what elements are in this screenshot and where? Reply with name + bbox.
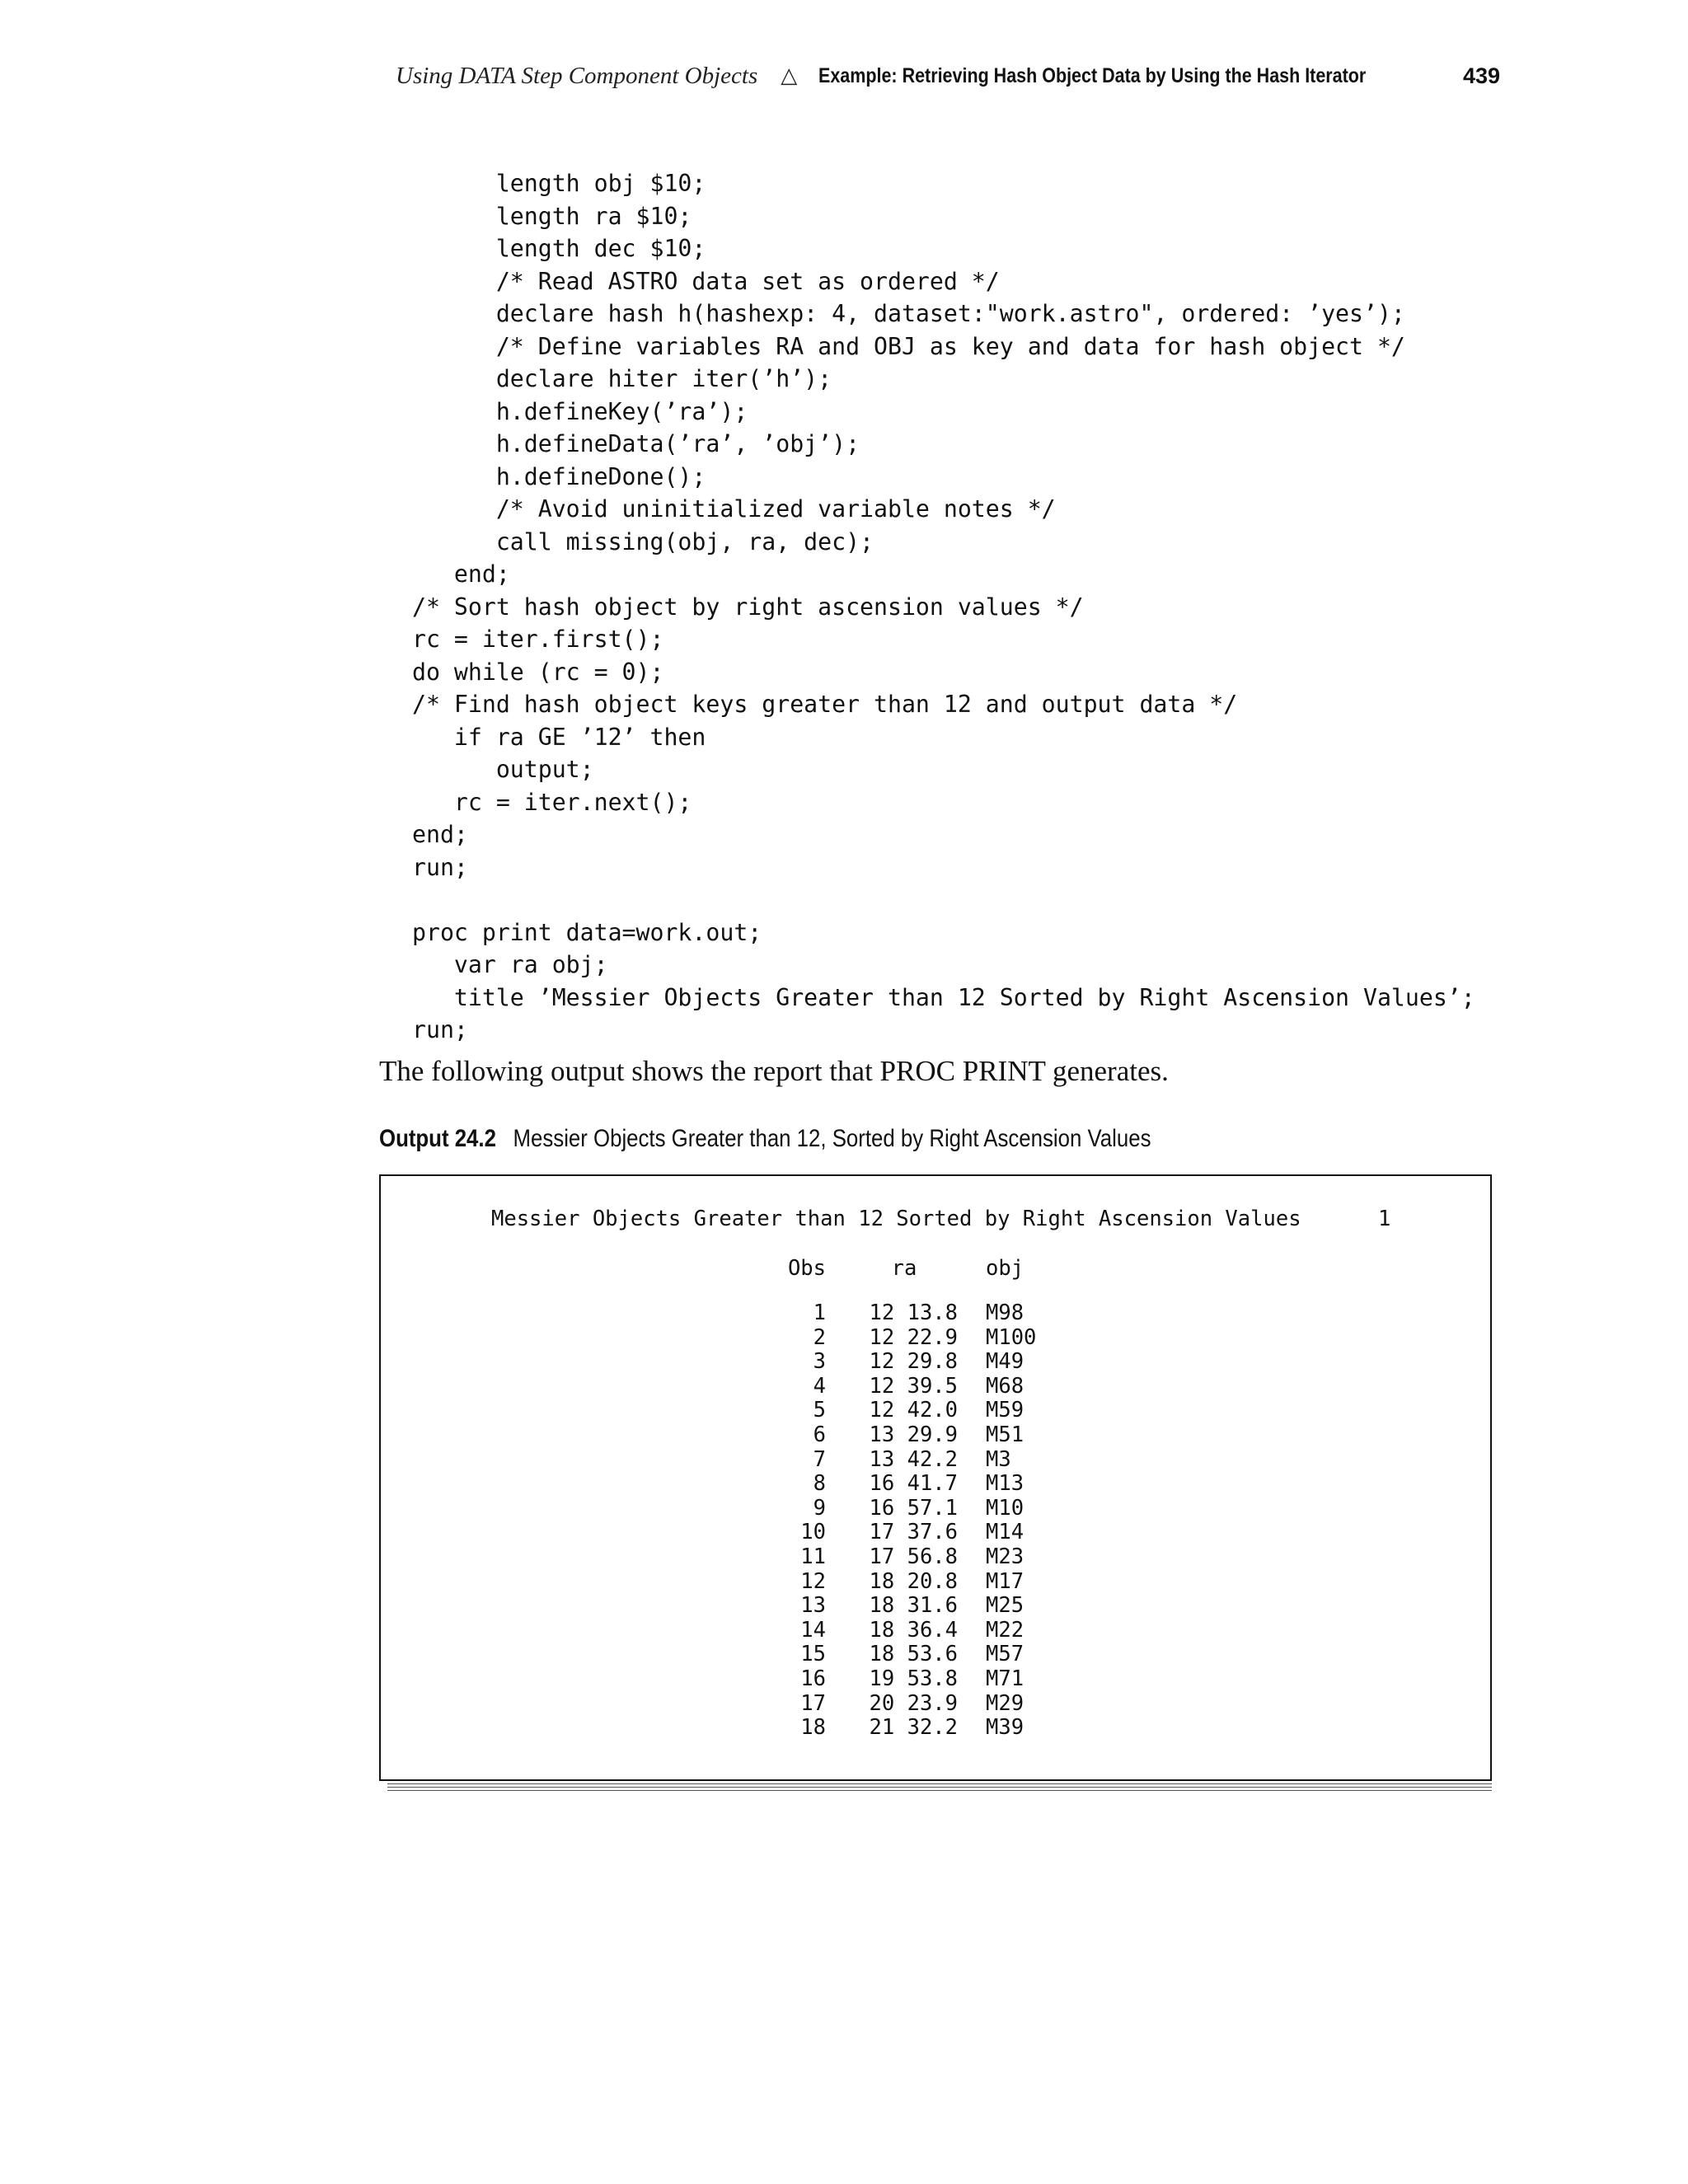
- code-line: length ra $10;: [412, 202, 692, 230]
- cell-obj: M14: [986, 1520, 1025, 1545]
- cell-ra: 16 41.7: [869, 1471, 958, 1497]
- output-shadow-line: [387, 1790, 1492, 1791]
- output-listing: [381, 1176, 1490, 1779]
- table-row: [381, 1350, 1490, 1375]
- header-section: Using DATA Step Component Objects: [396, 62, 758, 89]
- cell-obj: M39: [986, 1715, 1025, 1741]
- code-line: /* Avoid uninitialized variable notes */: [412, 495, 1056, 523]
- cell-obj: M22: [986, 1617, 1025, 1643]
- cell-ra: 20 23.9: [869, 1690, 958, 1716]
- cell-obs: 9: [813, 1495, 826, 1521]
- cell-ra: 13 42.2: [869, 1446, 958, 1472]
- cell-obj: M25: [986, 1593, 1025, 1619]
- code-line: declare hiter iter(’h’);: [412, 365, 832, 392]
- cell-obj: M49: [986, 1349, 1025, 1375]
- cell-obs: 5: [813, 1398, 826, 1423]
- column-header-obs: Obs: [787, 1256, 826, 1281]
- cell-obj: M3: [986, 1446, 1011, 1472]
- cell-obs: 18: [800, 1715, 826, 1741]
- cell-ra: 17 37.6: [869, 1520, 958, 1545]
- cell-ra: 12 29.8: [869, 1349, 958, 1375]
- caption-text: Messier Objects Greater than 12, Sorted by Right Ascension Values: [513, 1125, 1151, 1152]
- code-line: title ’Messier Objects Greater than 12 Sorted by Right Ascension Values’;: [412, 983, 1475, 1011]
- cell-ra: 18 36.4: [869, 1617, 958, 1643]
- output-shadow-line: [387, 1787, 1492, 1788]
- code-line: var ra obj;: [412, 951, 608, 978]
- header-title: Example: Retrieving Hash Object Data by Using the Hash Iterator: [818, 63, 1367, 87]
- output-caption: [379, 1122, 1442, 1155]
- code-line: if ra GE ’12’ then: [412, 723, 706, 751]
- output-title: Messier Objects Greater than 12 Sorted by Right Ascension Values: [491, 1207, 1301, 1231]
- code-line: h.defineKey(’ra’);: [412, 397, 748, 425]
- table-row: [381, 1594, 1490, 1619]
- cell-ra: 18 53.6: [869, 1642, 958, 1667]
- cell-ra: 17 56.8: [869, 1544, 958, 1569]
- table-row: [381, 1521, 1490, 1545]
- column-header-obj: obj: [986, 1256, 1025, 1281]
- code-line: run;: [412, 853, 468, 881]
- column-header-ra: ra: [891, 1256, 917, 1281]
- table-row: [381, 1619, 1490, 1643]
- cell-obs: 3: [813, 1349, 826, 1375]
- cell-obj: M17: [986, 1568, 1025, 1594]
- cell-obs: 14: [800, 1617, 826, 1643]
- output-box: [379, 1174, 1492, 1781]
- table-row: [381, 1716, 1490, 1741]
- code-line: /* Sort hash object by right ascension values */: [412, 593, 1084, 621]
- cell-obs: 2: [813, 1324, 826, 1350]
- cell-obs: 11: [800, 1544, 826, 1569]
- code-line: /* Define variables RA and OBJ as key and data for hash object */: [412, 332, 1405, 360]
- code-line: h.defineData(’ra’, ’obj’);: [412, 430, 860, 457]
- table-row: [381, 1399, 1490, 1423]
- code-line: output;: [412, 756, 594, 783]
- page-number: 439: [1462, 63, 1500, 88]
- cell-obj: M29: [986, 1690, 1025, 1716]
- output-shadow-line: [387, 1783, 1492, 1784]
- body-paragraph: The following output shows the report that PROC PRINT generates.: [379, 1055, 1169, 1087]
- cell-obs: 4: [813, 1373, 826, 1399]
- cell-ra: 21 32.2: [869, 1715, 958, 1741]
- cell-obj: M51: [986, 1422, 1025, 1447]
- cell-ra: 16 57.1: [869, 1495, 958, 1521]
- code-line: h.defineDone();: [412, 462, 706, 490]
- cell-ra: 18 20.8: [869, 1568, 958, 1594]
- table-row: [381, 1375, 1490, 1399]
- caption-label: Output 24.2: [379, 1125, 496, 1152]
- cell-obs: 6: [813, 1422, 826, 1447]
- code-line: run;: [412, 1016, 468, 1043]
- cell-ra: 12 22.9: [869, 1324, 958, 1350]
- cell-obs: 13: [800, 1593, 826, 1619]
- cell-obs: 1: [813, 1301, 826, 1325]
- code-listing: [412, 167, 1582, 1047]
- cell-ra: 12 39.5: [869, 1373, 958, 1399]
- cell-obs: 7: [813, 1446, 826, 1472]
- table-row: [381, 1570, 1490, 1595]
- cell-obj: M71: [986, 1666, 1025, 1691]
- code-line: /* Read ASTRO data set as ordered */: [412, 267, 1000, 295]
- triangle-icon: △: [781, 63, 798, 88]
- code-line: length obj $10;: [412, 170, 706, 197]
- code-line: [412, 883, 1582, 916]
- table-row: [381, 1643, 1490, 1667]
- table-row: [381, 1692, 1490, 1717]
- table-row: [381, 1667, 1490, 1692]
- cell-ra: 12 13.8: [869, 1301, 958, 1325]
- output-rows: [381, 1301, 1490, 1741]
- cell-obs: 12: [800, 1568, 826, 1594]
- output-page-number: 1: [1378, 1207, 1391, 1231]
- code-line: length dec $10;: [412, 235, 706, 262]
- code-line: /* Find hash object keys greater than 12 and output data */: [412, 691, 1238, 718]
- code-line: proc print data=work.out;: [412, 918, 762, 946]
- code-line: rc = iter.first();: [412, 626, 664, 653]
- cell-obj: M68: [986, 1373, 1025, 1399]
- cell-obj: M23: [986, 1544, 1025, 1569]
- code-line: call missing(obj, ra, dec);: [412, 527, 874, 555]
- cell-obs: 15: [800, 1642, 826, 1667]
- code-line: rc = iter.next();: [412, 788, 692, 816]
- cell-ra: 19 53.8: [869, 1666, 958, 1691]
- code-line: end;: [412, 821, 468, 848]
- cell-obj: M100: [986, 1324, 1037, 1350]
- table-row: [381, 1497, 1490, 1521]
- code-line: end;: [412, 560, 510, 588]
- table-row: [381, 1545, 1490, 1570]
- running-header: [396, 58, 1500, 94]
- cell-obs: 16: [800, 1666, 826, 1691]
- cell-obj: M59: [986, 1398, 1025, 1423]
- cell-obs: 17: [800, 1690, 826, 1716]
- cell-obj: M10: [986, 1495, 1025, 1521]
- cell-ra: 13 29.9: [869, 1422, 958, 1447]
- cell-ra: 18 31.6: [869, 1593, 958, 1619]
- cell-obs: 8: [813, 1471, 826, 1497]
- table-row: [381, 1326, 1490, 1351]
- table-row: [381, 1472, 1490, 1497]
- cell-obj: M13: [986, 1471, 1025, 1497]
- table-row: [381, 1301, 1490, 1326]
- code-line: declare hash h(hashexp: 4, dataset:"work.astro", ordered: ’yes’);: [412, 300, 1405, 327]
- cell-obj: M98: [986, 1301, 1025, 1325]
- code-line: do while (rc = 0);: [412, 658, 664, 686]
- table-row: [381, 1448, 1490, 1473]
- table-row: [381, 1423, 1490, 1448]
- cell-obj: M57: [986, 1642, 1025, 1667]
- cell-obs: 10: [800, 1520, 826, 1545]
- cell-ra: 12 42.0: [869, 1398, 958, 1423]
